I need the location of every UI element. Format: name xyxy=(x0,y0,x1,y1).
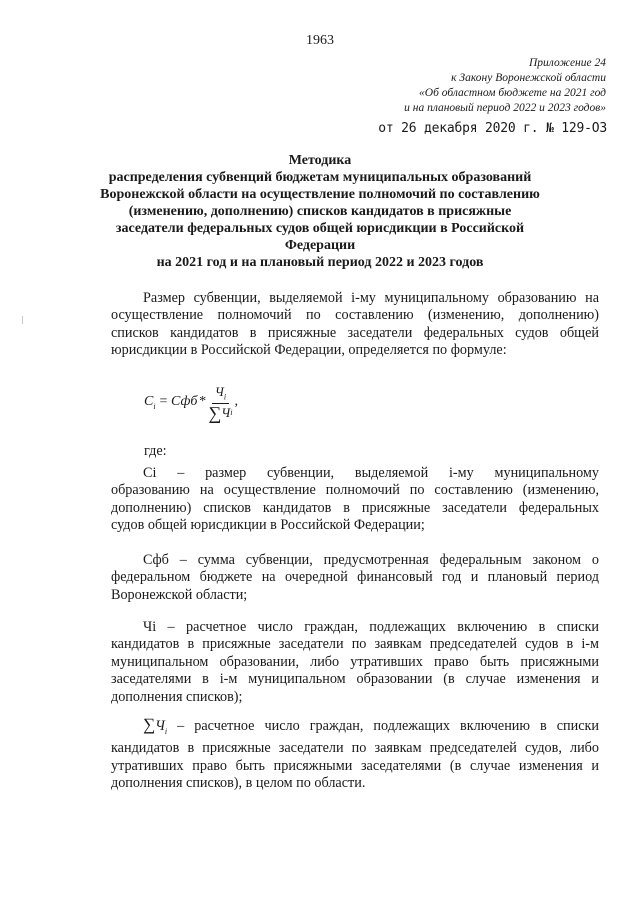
appendix-line: и на плановый период 2022 и 2023 годов» xyxy=(404,102,606,114)
paragraph-line: утративших право быть присяжными заседателями (в случае изменения и xyxy=(111,757,599,774)
formula-multiply: * xyxy=(198,394,206,410)
formula-denominator: ∑ Ч i xyxy=(208,402,233,423)
paragraph-line: кандидатов в присяжные заседатели по заявкам председателей судов в i-м xyxy=(111,636,599,653)
paragraph-line: Чi – расчетное число граждан, подлежащих включению в списки xyxy=(143,619,599,635)
title-line: (изменению, дополнению) списков кандидатов в присяжные xyxy=(128,204,512,219)
title-line: заседатели федеральных судов общей юрисдикции в Российской xyxy=(115,221,525,236)
paragraph-line: кандидатов в присяжные заседатели по заявкам председателей судов, либо xyxy=(111,740,599,757)
formula-equals: = xyxy=(158,394,169,410)
law-date-stamp: от 26 декабря 2020 г. № 129-ОЗ xyxy=(378,121,607,136)
sigma-icon: ∑ xyxy=(143,715,156,734)
paragraph-line: списков кандидатов в присяжные заседатели федеральных судов общей xyxy=(111,324,599,341)
paragraph-line: Воронежской области; xyxy=(111,586,248,603)
appendix-line: к Закону Воронежской области xyxy=(451,72,606,84)
title-line: Федерации xyxy=(284,238,356,253)
definition-chi xyxy=(111,619,599,706)
title-line: Воронежской области на осуществление полномочий по составлению xyxy=(100,187,540,202)
paragraph-line: дополнения списков), в целом по области. xyxy=(111,775,366,792)
where-label: где: xyxy=(144,443,167,459)
title-line: Методика xyxy=(288,153,352,168)
paragraph-line: осуществление полномочий по составлению (изменению, дополнению) xyxy=(111,307,599,324)
paragraph-line: дополнению) списков кандидатов в присяжные заседатели федеральных xyxy=(111,499,599,516)
intro-paragraph xyxy=(111,290,599,360)
subvention-formula xyxy=(144,384,238,421)
sigma-icon: ∑ xyxy=(208,402,222,423)
definition-ci xyxy=(111,465,599,535)
paragraph-line: $\sum Ч_i$ – расчетное число граждан, подлежащих включению в списки xyxy=(143,715,599,736)
page-number: 1963 xyxy=(306,33,334,48)
formula-fraction xyxy=(208,384,232,421)
appendix-line: Приложение 24 xyxy=(528,57,606,69)
definition-sfb xyxy=(111,552,599,604)
paragraph-line: Ci – размер субвенции, выделяемой i-му муниципальному xyxy=(143,465,599,481)
document-title xyxy=(100,152,540,271)
paragraph-line: юрисдикции в Российской Федерации, определяется по формуле: xyxy=(111,342,507,359)
definition-sum-chi xyxy=(111,717,599,792)
title-line: на 2021 год и на плановый период 2022 и 2023 годов xyxy=(156,255,484,270)
sum-symbol: $\sum Ч_i$ xyxy=(143,715,168,736)
paragraph-line: Сфб – сумма субвенции, предусмотренная федеральным законом о xyxy=(143,552,599,568)
scan-artifact xyxy=(22,316,23,324)
formula-comma: , xyxy=(234,394,238,410)
paragraph-line: судов общей юрисдикции в Российской Федерации; xyxy=(111,517,425,534)
formula-coefficient: Сфб xyxy=(171,394,198,410)
formula-numerator: $Ч_i$ xyxy=(212,384,229,404)
paragraph-line: Размер субвенции, выделяемой i-му муниципальному образованию на xyxy=(143,290,599,306)
paragraph-line: дополнения списков); xyxy=(111,688,243,705)
paragraph-line: образованию на осуществление полномочий по составлению (изменению, xyxy=(111,482,599,499)
paragraph-line: заседателями в i-м муниципальном образовании (в случае изменения и xyxy=(111,671,599,688)
title-line: распределения субвенций бюджетам муниципальных образований xyxy=(108,170,532,185)
formula-lhs: $C_i$ xyxy=(144,393,156,411)
appendix-reference xyxy=(404,56,606,116)
paragraph-line: федеральном бюджете на очередной финансовый год и плановый период xyxy=(111,569,599,586)
paragraph-line: муниципальном образовании, либо утративших право быть присяжными xyxy=(111,653,599,670)
appendix-line: «Об областном бюджете на 2021 год xyxy=(419,87,606,99)
